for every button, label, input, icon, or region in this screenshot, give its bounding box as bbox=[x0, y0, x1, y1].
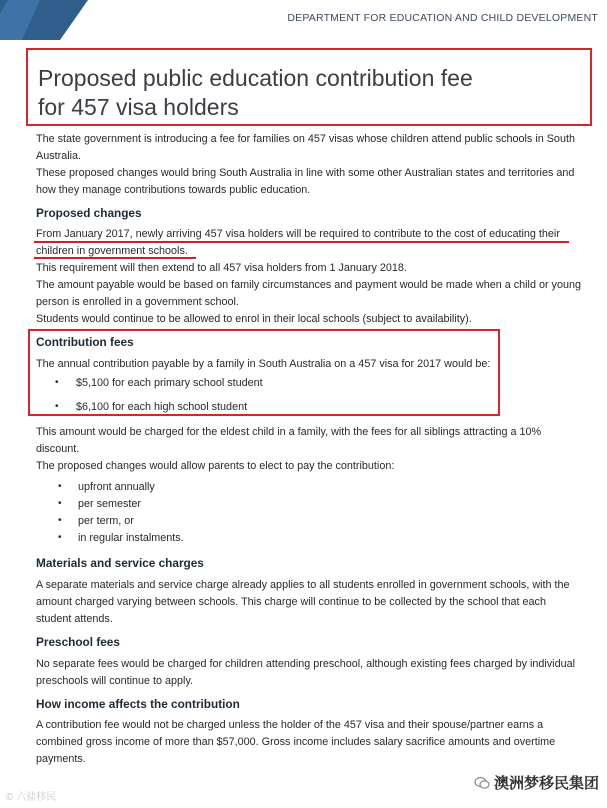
proposed-line: The amount payable would be based on family circumstances and payment would be made when a child or young bbox=[36, 279, 581, 291]
bullet-icon: • bbox=[58, 515, 62, 526]
preschool-line: No separate fees would be charged for children attending preschool, although existing fees charged by individual bbox=[36, 658, 575, 670]
income-line: combined gross income of more than $57,000. Gross income includes salary sacrifice amounts and overtime bbox=[36, 736, 556, 748]
corner-graphic bbox=[0, 0, 88, 40]
payment-option: in regular instalments. bbox=[78, 532, 184, 544]
section-heading-income: How income affects the contribution bbox=[36, 697, 240, 711]
intro-line: how they manage contributions towards public education. bbox=[36, 184, 311, 196]
fee-item: $6,100 for each high school student bbox=[76, 401, 248, 413]
intro-line: The state government is introducing a fee for families on 457 visas whose children attend public schools in South bbox=[36, 133, 575, 145]
section-heading-proposed-changes: Proposed changes bbox=[36, 206, 142, 220]
intro-line: Australia. bbox=[36, 150, 82, 162]
preschool-line: preschools will continue to apply. bbox=[36, 675, 194, 687]
payment-option: per semester bbox=[78, 498, 142, 510]
bullet-icon: • bbox=[58, 481, 62, 492]
page-title bbox=[38, 64, 558, 122]
materials-line: A separate materials and service charge already applies to all students enrolled in government schools, with the bbox=[36, 579, 570, 591]
materials-line: student attends. bbox=[36, 613, 113, 625]
proposed-line: person is enrolled in a government school. bbox=[36, 296, 239, 308]
proposed-line: Students would continue to be allowed to enrol in their local schools (subject to availability). bbox=[36, 313, 472, 325]
bullet-icon: • bbox=[58, 532, 62, 543]
bullet-icon: • bbox=[58, 498, 62, 509]
title-line-2: for 457 visa holders bbox=[38, 94, 239, 120]
income-line: A contribution fee would not be charged unless the holder of the 457 visa and their spouse/partner earns a bbox=[36, 719, 544, 731]
materials-line: amount charged varying between schools. This charge will continue to be collected by the school that each bbox=[36, 596, 546, 608]
title-line-1: Proposed public education contribution fee bbox=[38, 65, 473, 91]
income-line: payments. bbox=[36, 753, 86, 765]
fee-item: $5,100 for each primary school student bbox=[76, 377, 263, 389]
payment-option: upfront annually bbox=[78, 481, 155, 493]
red-underline bbox=[34, 257, 196, 259]
watermark-right-text: 澳洲梦移民集团 bbox=[493, 775, 599, 792]
fees-intro: The annual contribution payable by a family in South Australia on a 457 visa for 2017 would be: bbox=[36, 358, 491, 370]
bullet-icon: • bbox=[55, 401, 59, 412]
proposed-line: This requirement will then extend to all 457 visa holders from 1 January 2018. bbox=[36, 262, 407, 274]
fees-after-line: This amount would be charged for the eldest child in a family, with the fees for all siblings attracting a 10% bbox=[36, 426, 542, 438]
intro-line: These proposed changes would bring South Australia in line with some other Australian states and territories and bbox=[36, 167, 575, 179]
section-heading-contribution-fees: Contribution fees bbox=[36, 335, 134, 349]
section-heading-preschool: Preschool fees bbox=[36, 635, 120, 649]
watermark-right bbox=[474, 772, 599, 793]
payment-option: per term, or bbox=[78, 515, 134, 527]
watermark-left: © 六盐移民 bbox=[6, 792, 57, 803]
fees-after-line: discount. bbox=[36, 443, 80, 455]
fees-after-line: The proposed changes would allow parents to elect to pay the contribution: bbox=[36, 460, 395, 472]
wechat-icon bbox=[474, 775, 490, 791]
proposed-line: children in government schools. bbox=[36, 245, 188, 257]
proposed-line: From January 2017, newly arriving 457 visa holders will be required to contribute to the cost of educating their bbox=[36, 228, 560, 240]
department-header: DEPARTMENT FOR EDUCATION AND CHILD DEVELOPMENT bbox=[287, 12, 598, 24]
section-heading-materials: Materials and service charges bbox=[36, 556, 204, 570]
bullet-icon: • bbox=[55, 377, 59, 388]
